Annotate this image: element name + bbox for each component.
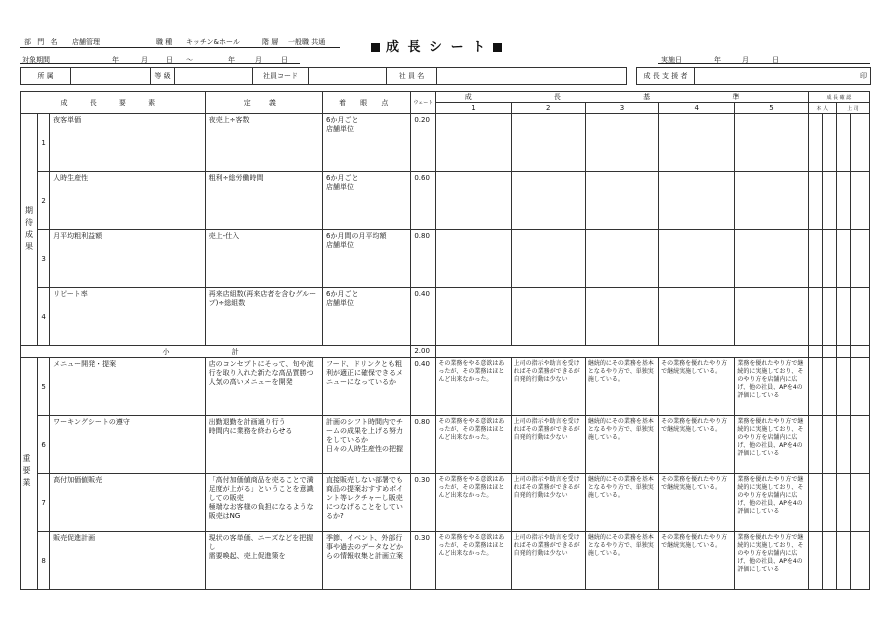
level-5-header: 5 bbox=[735, 103, 808, 114]
level-cell[interactable] bbox=[511, 172, 585, 230]
table-row bbox=[21, 416, 870, 474]
level-1-text: その業務をやる意欲はあったが、その業務はほとんど出来なかった。 bbox=[436, 474, 511, 532]
period-month-1: 月 bbox=[141, 56, 148, 64]
subtotal-row bbox=[21, 346, 870, 358]
level-cell[interactable] bbox=[735, 288, 808, 346]
self-score-cell[interactable] bbox=[808, 532, 822, 590]
supporter-label: 成 長 支 援 者 bbox=[637, 68, 695, 85]
table-row bbox=[21, 474, 870, 532]
self-header: 本 人 bbox=[808, 103, 836, 114]
subtotal-label: 小 計 bbox=[21, 346, 411, 358]
affiliation-field[interactable] bbox=[71, 68, 151, 85]
self-score-cell[interactable] bbox=[822, 346, 836, 358]
table-row bbox=[21, 532, 870, 590]
level-5-text: 業務を優れたやり方で継続的に実施しており、そのやり方を店舗内に広げ、他の社員、APを4の評価にしている bbox=[735, 474, 808, 532]
level-cell[interactable] bbox=[585, 172, 658, 230]
boss-score-cell[interactable] bbox=[836, 114, 850, 172]
info-table bbox=[20, 67, 871, 85]
weight-value: 0.60 bbox=[411, 172, 436, 230]
header-element: 成 長 要 素 bbox=[21, 92, 206, 114]
self-score-cell[interactable] bbox=[822, 416, 836, 474]
boss-score-cell[interactable] bbox=[850, 474, 869, 532]
row-number: 3 bbox=[38, 230, 50, 288]
level-cell[interactable] bbox=[659, 230, 735, 288]
boss-score-cell[interactable] bbox=[836, 288, 850, 346]
grade-field[interactable] bbox=[175, 68, 253, 85]
definition-text: 粗利÷総労働時間 bbox=[205, 172, 322, 230]
boss-score-cell[interactable] bbox=[836, 172, 850, 230]
boss-score-cell[interactable] bbox=[850, 346, 869, 358]
definition-text: 再来店組数(再来店者を含むグループ)÷総組数 bbox=[205, 288, 322, 346]
emp-code-label: 社員コード bbox=[253, 68, 309, 85]
focus-text: 6か月間の月平均額 店舗単位 bbox=[323, 230, 411, 288]
level-2-text: 上司の指示や助言を受ければその業務ができるが自発的行動は少ない bbox=[511, 474, 585, 532]
self-score-cell[interactable] bbox=[808, 416, 822, 474]
level-1-header: 1 bbox=[436, 103, 511, 114]
focus-text: フード、ドリンクとも粗利が適正に確保できるメニューになっているか bbox=[323, 358, 411, 416]
level-3-text: 継続的にその業務を基本となるやり方で、単独実施している。 bbox=[585, 416, 658, 474]
level-cell[interactable] bbox=[585, 114, 658, 172]
definition-text: 夜売上÷客数 bbox=[205, 114, 322, 172]
info-gap bbox=[627, 68, 637, 85]
weight-value: 0.30 bbox=[411, 532, 436, 590]
boss-score-cell[interactable] bbox=[850, 358, 869, 416]
period-year-2: 年 bbox=[228, 56, 235, 64]
period-year-1: 年 bbox=[112, 56, 119, 64]
boss-header: 上 司 bbox=[836, 103, 869, 114]
element-name: 夜客単価 bbox=[50, 114, 206, 172]
page-title-text: 成 長 シ ー ト bbox=[386, 40, 488, 55]
self-score-cell[interactable] bbox=[808, 474, 822, 532]
level-2-header: 2 bbox=[511, 103, 585, 114]
level-2-text: 上司の指示や助言を受ければその業務ができるが自発的行動は少ない bbox=[511, 532, 585, 590]
level-4-text: その業務を優れたやり方で継続実施している。 bbox=[659, 416, 735, 474]
level-cell[interactable] bbox=[511, 230, 585, 288]
level-cell[interactable] bbox=[436, 114, 511, 172]
job-label: 職 種 bbox=[156, 38, 173, 46]
emp-name-field[interactable] bbox=[437, 68, 627, 85]
level-4-text: その業務を優れたやり方で継続実施している。 bbox=[659, 358, 735, 416]
definition-text: 「高付加価値商品を売ることで満足度が上がる」ということを意識しての販売 極端なお客様の負担になるような販売はNG bbox=[205, 474, 322, 532]
supporter-field[interactable] bbox=[695, 68, 871, 85]
impl-month: 月 bbox=[742, 56, 749, 64]
header-focus: 着 眼 点 bbox=[323, 92, 411, 114]
definition-text: 出勤退勤を計画通り行う 時間内に業務を終わらせる bbox=[205, 416, 322, 474]
level-5-text: 業務を優れたやり方で継続的に実施しており、そのやり方を店舗内に広げ、他の社員、APを4の評価にしている bbox=[735, 416, 808, 474]
subtotal-criteria-blank bbox=[436, 346, 808, 358]
focus-text: 6か月ごと 店舗単位 bbox=[323, 288, 411, 346]
focus-text: 直接販売しない部署でも商品の提案おすすめポイント等レクチャーし販売につなげることをしているか? bbox=[323, 474, 411, 532]
header-definition: 定 義 bbox=[205, 92, 322, 114]
level-5-text: 業務を優れたやり方で継続的に実施しており、そのやり方を店舗内に広げ、他の社員、APを4の評価にしている bbox=[735, 532, 808, 590]
dept-label: 部 門 名 bbox=[24, 38, 60, 46]
level-cell[interactable] bbox=[735, 114, 808, 172]
header-confirm: 成 長 確 認 bbox=[808, 92, 869, 103]
weight-value: 0.80 bbox=[411, 416, 436, 474]
square-mark-icon bbox=[493, 43, 502, 52]
seal-label: 印 bbox=[860, 72, 867, 80]
self-score-cell[interactable] bbox=[808, 172, 822, 230]
boss-score-cell[interactable] bbox=[850, 230, 869, 288]
row-number: 6 bbox=[38, 416, 50, 474]
affiliation-label: 所 属 bbox=[21, 68, 71, 85]
period-label: 対象期間 bbox=[22, 56, 50, 64]
focus-text: 計画のシフト時間内でチームの成果を上げる努力をしているか 日々の人時生産性の把握 bbox=[323, 416, 411, 474]
impl-year: 年 bbox=[714, 56, 721, 64]
definition-text: 店のコンセプトにそって、旬や流行を取り入れた新たな高品質勝つ人気の高いメニューを開発 bbox=[205, 358, 322, 416]
grade-label: 等 級 bbox=[151, 68, 175, 85]
self-score-cell[interactable] bbox=[822, 288, 836, 346]
level-4-text: その業務を優れたやり方で継続実施している。 bbox=[659, 532, 735, 590]
self-score-cell[interactable] bbox=[822, 474, 836, 532]
self-score-cell[interactable] bbox=[822, 358, 836, 416]
boss-score-cell[interactable] bbox=[850, 416, 869, 474]
period-tilde: 〜 bbox=[186, 56, 193, 64]
emp-name-label: 社 員 名 bbox=[387, 68, 437, 85]
boss-score-cell[interactable] bbox=[850, 288, 869, 346]
boss-score-cell[interactable] bbox=[836, 346, 850, 358]
page-title bbox=[365, 36, 508, 55]
element-name: メニュー開発・提案 bbox=[50, 358, 206, 416]
level-cell[interactable] bbox=[735, 230, 808, 288]
table-row bbox=[21, 358, 870, 416]
section-tasks-label bbox=[21, 358, 38, 590]
definition-text: 売上-仕入 bbox=[205, 230, 322, 288]
weight-value: 0.20 bbox=[411, 114, 436, 172]
level-cell[interactable] bbox=[511, 114, 585, 172]
boss-score-cell[interactable] bbox=[836, 532, 850, 590]
boss-score-cell[interactable] bbox=[836, 416, 850, 474]
boss-score-cell[interactable] bbox=[836, 474, 850, 532]
element-name: 月平均粗利益額 bbox=[50, 230, 206, 288]
header-weight: ウェート bbox=[411, 92, 436, 114]
weight-value: 0.30 bbox=[411, 474, 436, 532]
table-row bbox=[21, 114, 870, 172]
level-3-text: 継続的にその業務を基本となるやり方で、単独実施している。 bbox=[585, 474, 658, 532]
element-name: リピート率 bbox=[50, 288, 206, 346]
row-number: 7 bbox=[38, 474, 50, 532]
level-3-text: 継続的にその業務を基本となるやり方で、単独実施している。 bbox=[585, 532, 658, 590]
focus-text: 季節、イベント、外部行事や過去のデータなどからの情報収集と計画立案 bbox=[323, 532, 411, 590]
self-score-cell[interactable] bbox=[822, 114, 836, 172]
level-4-header: 4 bbox=[659, 103, 735, 114]
job-value: キッチン&ホール bbox=[186, 38, 240, 46]
level-1-text: その業務をやる意欲はあったが、その業務はほとんど出来なかった。 bbox=[436, 532, 511, 590]
element-name: ワーキングシートの遵守 bbox=[50, 416, 206, 474]
header-underline-2 bbox=[20, 63, 300, 64]
square-mark-icon bbox=[371, 43, 380, 52]
impl-day: 日 bbox=[772, 56, 779, 64]
level-cell[interactable] bbox=[585, 230, 658, 288]
level-5-text: 業務を優れたやり方で継続的に実施しており、そのやり方を店舗内に広げ、他の社員、APを4の評価にしている bbox=[735, 358, 808, 416]
row-number: 5 bbox=[38, 358, 50, 416]
element-name: 人時生産性 bbox=[50, 172, 206, 230]
self-score-cell[interactable] bbox=[808, 288, 822, 346]
impl-label: 実施日 bbox=[661, 56, 682, 64]
focus-text: 6か月ごと 店舗単位 bbox=[323, 114, 411, 172]
header-underline-1 bbox=[20, 47, 340, 48]
tier-value: 一般職 共通 bbox=[288, 38, 326, 46]
level-cell[interactable] bbox=[436, 230, 511, 288]
row-number: 8 bbox=[38, 532, 50, 590]
level-4-text: その業務を優れたやり方で継続実施している。 bbox=[659, 474, 735, 532]
period-month-2: 月 bbox=[255, 56, 262, 64]
boss-score-cell[interactable] bbox=[836, 358, 850, 416]
level-2-text: 上司の指示や助言を受ければその業務ができるが自発的行動は少ない bbox=[511, 358, 585, 416]
level-1-text: その業務をやる意欲はあったが、その業務はほとんど出来なかった。 bbox=[436, 416, 511, 474]
section-results-label: 期待成果 bbox=[21, 114, 38, 346]
header-criteria: 成 長 基 準 bbox=[436, 92, 808, 103]
element-name: 高付加価値販売 bbox=[50, 474, 206, 532]
self-score-cell[interactable] bbox=[808, 230, 822, 288]
level-2-text: 上司の指示や助言を受ければその業務ができるが自発的行動は少ない bbox=[511, 416, 585, 474]
weight-value: 0.40 bbox=[411, 358, 436, 416]
level-cell[interactable] bbox=[659, 114, 735, 172]
definition-text: 現状の客単価、ニーズなどを把握し 需要喚起、売上促進策を bbox=[205, 532, 322, 590]
self-score-cell[interactable] bbox=[822, 172, 836, 230]
self-score-cell[interactable] bbox=[808, 114, 822, 172]
level-cell[interactable] bbox=[436, 172, 511, 230]
level-3-text: 継続的にその業務を基本となるやり方で、単独実施している。 bbox=[585, 358, 658, 416]
growth-table bbox=[20, 91, 870, 590]
row-number: 4 bbox=[38, 288, 50, 346]
level-cell[interactable] bbox=[735, 172, 808, 230]
row-number: 1 bbox=[38, 114, 50, 172]
self-score-cell[interactable] bbox=[822, 532, 836, 590]
row-number: 2 bbox=[38, 172, 50, 230]
header-underline-3 bbox=[658, 63, 870, 64]
weight-value: 0.40 bbox=[411, 288, 436, 346]
self-score-cell[interactable] bbox=[808, 346, 822, 358]
boss-score-cell[interactable] bbox=[850, 172, 869, 230]
period-day-2: 日 bbox=[281, 56, 288, 64]
table-row bbox=[21, 172, 870, 230]
subtotal-weight: 2.00 bbox=[411, 346, 436, 358]
boss-score-cell[interactable] bbox=[836, 230, 850, 288]
level-1-text: その業務をやる意欲はあったが、その業務はほとんど出来なかった。 bbox=[436, 358, 511, 416]
level-3-header: 3 bbox=[585, 103, 658, 114]
level-cell[interactable] bbox=[585, 288, 658, 346]
tier-label: 階 層 bbox=[262, 38, 279, 46]
period-day-1: 日 bbox=[166, 56, 173, 64]
section-tasks-text: 重要業 bbox=[22, 453, 31, 490]
emp-code-field[interactable] bbox=[309, 68, 387, 85]
table-row bbox=[21, 288, 870, 346]
level-cell[interactable] bbox=[659, 288, 735, 346]
focus-text: 6か月ごと 店舗単位 bbox=[323, 172, 411, 230]
self-score-cell[interactable] bbox=[822, 230, 836, 288]
boss-score-cell[interactable] bbox=[850, 532, 869, 590]
dept-value: 店舗管理 bbox=[72, 38, 100, 46]
level-cell[interactable] bbox=[511, 288, 585, 346]
level-cell[interactable] bbox=[659, 172, 735, 230]
weight-value: 0.80 bbox=[411, 230, 436, 288]
boss-score-cell[interactable] bbox=[850, 114, 869, 172]
level-cell[interactable] bbox=[436, 288, 511, 346]
element-name: 販売促進計画 bbox=[50, 532, 206, 590]
self-score-cell[interactable] bbox=[808, 358, 822, 416]
table-row bbox=[21, 230, 870, 288]
